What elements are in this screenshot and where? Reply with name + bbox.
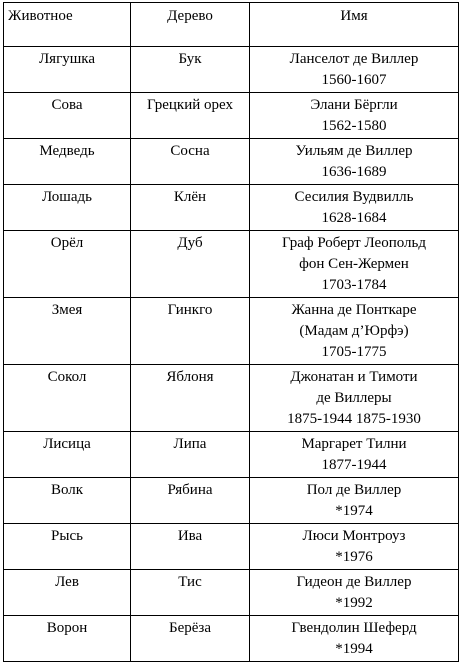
name-line: *1974 xyxy=(335,503,373,519)
name-line: Джонатан и Тимоти xyxy=(290,369,418,385)
tree-cell: Рябина xyxy=(131,478,250,524)
tree-cell: Грецкий орех xyxy=(131,93,250,139)
name-cell xyxy=(250,478,459,524)
name-line: Граф Роберт Леопольд xyxy=(281,235,427,251)
animal-cell: Сова xyxy=(4,93,131,139)
table-row xyxy=(4,298,459,365)
name-cell xyxy=(250,524,459,570)
genealogy-table xyxy=(3,2,459,662)
name-line: (Мадам д’Юрфэ) xyxy=(299,323,409,339)
name-cell xyxy=(250,616,459,662)
name-line: 1560-1607 xyxy=(321,72,387,88)
name-line: *1994 xyxy=(335,641,373,657)
tree-cell: Бук xyxy=(131,47,250,93)
table-header-row xyxy=(4,3,459,47)
table-row xyxy=(4,432,459,478)
tree-cell: Дуб xyxy=(131,231,250,298)
animal-cell: Лев xyxy=(4,570,131,616)
animal-cell: Змея xyxy=(4,298,131,365)
animal-cell: Рысь xyxy=(4,524,131,570)
animal-cell: Лисица xyxy=(4,432,131,478)
name-line: *1976 xyxy=(335,549,373,565)
name-line: Гидеон де Виллер xyxy=(296,574,412,590)
name-cell xyxy=(250,185,459,231)
name-line: де Виллеры xyxy=(316,390,392,406)
name-cell xyxy=(250,365,459,432)
table-row xyxy=(4,231,459,298)
name-line: 1628-1684 xyxy=(321,210,387,226)
table-row xyxy=(4,524,459,570)
tree-cell: Тис xyxy=(131,570,250,616)
tree-cell: Сосна xyxy=(131,139,250,185)
animal-cell: Ворон xyxy=(4,616,131,662)
table-row xyxy=(4,478,459,524)
name-line: Маргарет Тилни xyxy=(301,436,407,452)
name-line: Гвендолин Шеферд xyxy=(291,620,417,636)
animal-cell: Лягушка xyxy=(4,47,131,93)
name-cell xyxy=(250,432,459,478)
table-row xyxy=(4,93,459,139)
tree-cell: Гинкго xyxy=(131,298,250,365)
name-line: Ланселот де Виллер xyxy=(289,51,419,67)
table-row xyxy=(4,365,459,432)
name-line: 1877-1944 xyxy=(321,457,387,473)
table-row xyxy=(4,616,459,662)
name-line: 1703-1784 xyxy=(321,277,387,293)
tree-cell: Яблоня xyxy=(131,365,250,432)
name-line: Жанна де Понткаре xyxy=(291,302,417,318)
name-cell xyxy=(250,298,459,365)
name-line: Люси Монтроуз xyxy=(302,528,406,544)
tree-cell: Клён xyxy=(131,185,250,231)
name-line: 1875-1944 1875-1930 xyxy=(287,411,421,427)
animal-cell: Волк xyxy=(4,478,131,524)
name-cell xyxy=(250,93,459,139)
table-row xyxy=(4,139,459,185)
name-cell xyxy=(250,139,459,185)
name-line: *1992 xyxy=(335,595,373,611)
table-row xyxy=(4,185,459,231)
name-line: фон Сен-Жермен xyxy=(299,256,409,272)
animal-cell: Сокол xyxy=(4,365,131,432)
name-line: 1705-1775 xyxy=(321,344,387,360)
name-line: Элани Бёргли xyxy=(310,97,398,113)
header-animal: Животное xyxy=(4,3,131,47)
header-name: Имя xyxy=(250,3,459,47)
header-tree: Дерево xyxy=(131,3,250,47)
animal-cell: Медведь xyxy=(4,139,131,185)
name-line: 1636-1689 xyxy=(321,164,387,180)
name-line: Уильям де Виллер xyxy=(295,143,413,159)
name-line: 1562-1580 xyxy=(321,118,387,134)
tree-cell: Липа xyxy=(131,432,250,478)
name-cell xyxy=(250,47,459,93)
name-cell xyxy=(250,231,459,298)
tree-cell: Берёза xyxy=(131,616,250,662)
tree-cell: Ива xyxy=(131,524,250,570)
table-row xyxy=(4,47,459,93)
name-line: Сесилия Вудвилль xyxy=(294,189,414,205)
name-line: Пол де Виллер xyxy=(306,482,402,498)
animal-cell: Лошадь xyxy=(4,185,131,231)
animal-cell: Орёл xyxy=(4,231,131,298)
